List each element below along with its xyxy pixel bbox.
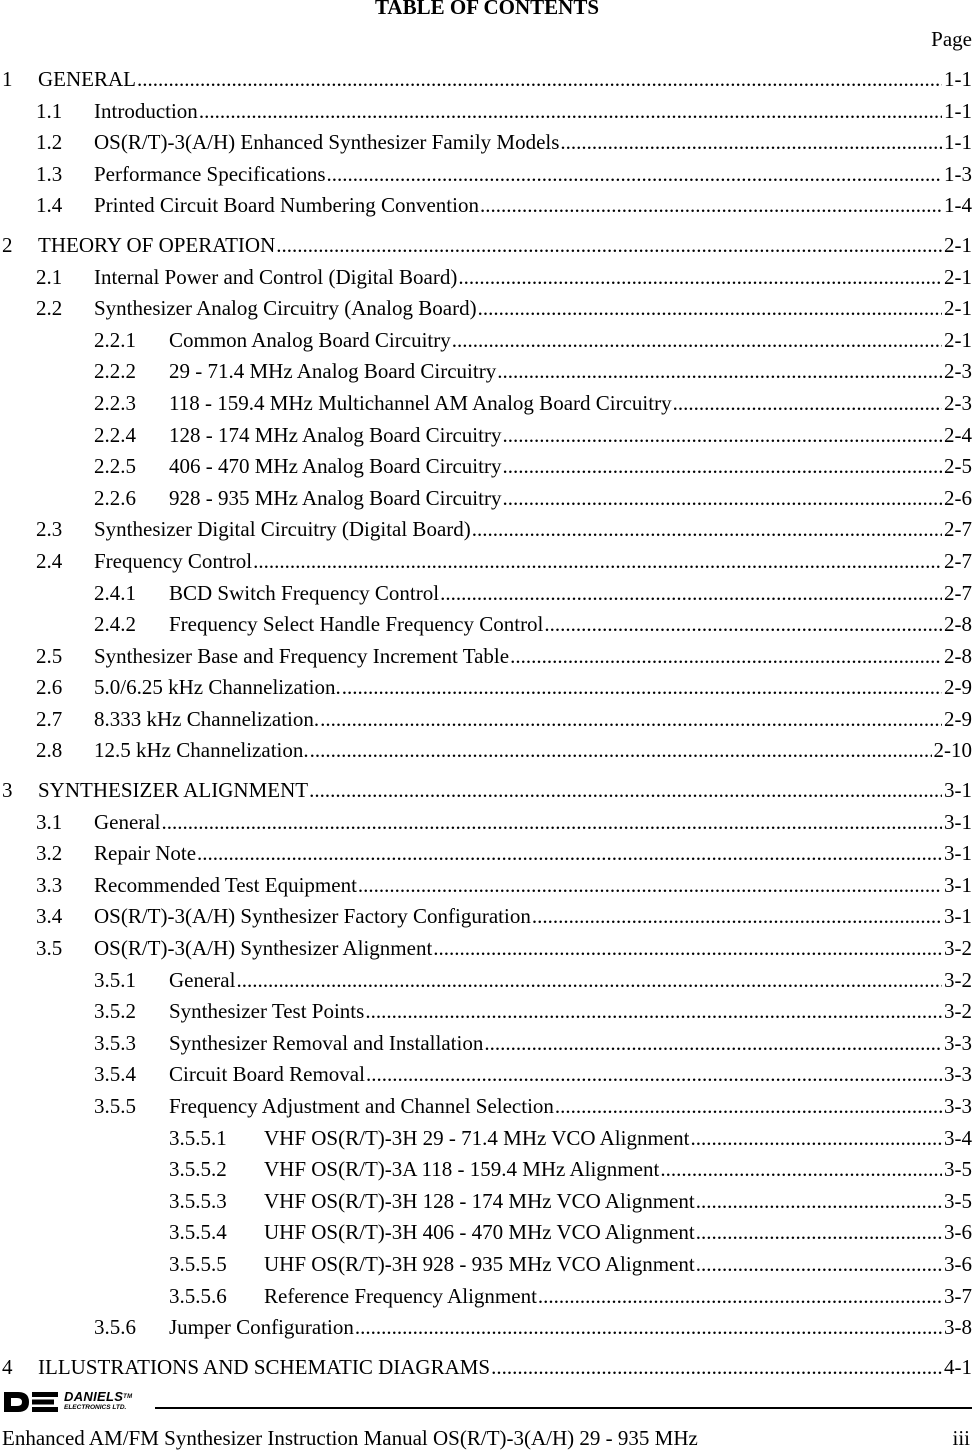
toc-entry-title: Introduction <box>94 98 198 123</box>
toc-dot-leader <box>342 672 942 704</box>
footer-manual-title: Enhanced AM/FM Synthesizer Instruction Manual OS(R/T)-3(A/H) 29 - 935 MHz <box>2 1426 698 1450</box>
toc-entry-page: 3-2 <box>944 967 972 992</box>
toc-entry[interactable] <box>0 933 974 965</box>
toc-entry-title: GENERAL <box>38 67 136 91</box>
toc-dot-leader <box>472 514 942 546</box>
toc-entry-page: 1-4 <box>944 193 972 218</box>
toc-entry-body <box>94 546 972 578</box>
toc-entry-number: 3.1 <box>36 809 63 834</box>
toc-entry-page: 2-9 <box>944 706 972 731</box>
toc-entry-body <box>94 901 972 933</box>
toc-entry-page: 2-3 <box>944 390 972 415</box>
toc-entry-title: ILLUSTRATIONS AND SCHEMATIC DIAGRAMS <box>38 1354 491 1379</box>
toc-entry[interactable] <box>0 190 974 222</box>
toc-entry-title: 12.5 kHz Channelization. <box>94 738 309 763</box>
toc-entry[interactable] <box>0 1249 974 1281</box>
toc-entry-body <box>38 1352 972 1384</box>
toc-entry-number: 1.4 <box>36 193 63 218</box>
toc-entry-title: SYNTHESIZER ALIGNMENT <box>38 778 309 803</box>
toc-entry[interactable] <box>0 672 974 704</box>
toc-dot-leader <box>480 190 942 222</box>
toc-entry-number: 3.5.5.5 <box>169 1251 227 1276</box>
toc-entry[interactable] <box>0 775 974 807</box>
daniels-logo-mark-icon <box>2 1389 60 1415</box>
toc-dot-leader <box>276 230 942 262</box>
toc-dot-leader <box>320 704 942 736</box>
toc-entry-number: 3.5.1 <box>94 967 136 992</box>
toc-entry-title: Reference Frequency Alignment <box>264 1283 537 1308</box>
page-title: TABLE OF CONTENTS <box>374 0 600 19</box>
toc-dot-leader <box>358 870 942 902</box>
toc-dot-leader <box>497 356 942 388</box>
toc-entry-body <box>169 1091 972 1123</box>
toc-entry[interactable] <box>0 1312 974 1344</box>
toc-entry-number: 3.5.5.4 <box>169 1220 227 1245</box>
toc-entry-number: 3.5.6 <box>94 1315 136 1340</box>
toc-entry-title: Jumper Configuration <box>169 1315 354 1340</box>
toc-entry-page: 2-1 <box>944 327 972 352</box>
toc-entry-number: 3.5.5.2 <box>169 1157 227 1182</box>
toc-entry-page: 1-1 <box>944 130 972 155</box>
toc-dot-leader <box>690 1123 942 1155</box>
toc-dot-leader <box>673 388 942 420</box>
toc-entry-body <box>264 1217 972 1249</box>
toc-entry-number: 2.2.4 <box>94 422 136 447</box>
footer-divider <box>155 1407 972 1409</box>
toc-entry-number: 3.5.3 <box>94 1030 136 1055</box>
toc-entry-body <box>169 420 972 452</box>
toc-entry-page: 1-1 <box>944 67 972 91</box>
toc-dot-leader <box>696 1186 942 1218</box>
toc-dot-leader <box>366 1059 942 1091</box>
toc-entry[interactable] <box>0 325 974 357</box>
toc-entry-number: 2.5 <box>36 643 63 668</box>
toc-entry-page: 2-7 <box>944 517 972 542</box>
toc-entry-number: 3.4 <box>36 904 63 929</box>
toc-entry-number: 1 <box>2 67 13 91</box>
toc-entry-body <box>94 514 972 546</box>
toc-entry-number: 3.5.4 <box>94 1062 136 1087</box>
toc-entry-body <box>169 1059 972 1091</box>
toc-dot-leader <box>502 420 942 452</box>
toc-entry[interactable] <box>0 1091 974 1123</box>
toc-entry-page: 3-5 <box>944 1188 972 1213</box>
toc-entry[interactable] <box>0 388 974 420</box>
toc-dot-leader <box>696 1249 942 1281</box>
toc-entry[interactable] <box>0 1059 974 1091</box>
toc-entry[interactable] <box>0 735 974 767</box>
toc-entry-page: 2-1 <box>944 296 972 321</box>
toc-entry-page: 3-1 <box>944 778 972 803</box>
toc-entry-body <box>169 1028 972 1060</box>
toc-entry[interactable] <box>0 870 974 902</box>
toc-entry-page: 1-3 <box>944 161 972 186</box>
toc-entry-body <box>169 1312 972 1344</box>
toc-entry[interactable] <box>0 64 974 96</box>
toc-entry-page: 2-8 <box>944 612 972 637</box>
toc-entry-title: Circuit Board Removal <box>169 1062 365 1087</box>
toc-entry-body <box>94 96 972 128</box>
toc-dot-leader <box>236 965 942 997</box>
toc-entry-page: 2-1 <box>944 232 972 257</box>
toc-entry-page: 2-7 <box>944 580 972 605</box>
toc-entry-title: Repair Note <box>94 841 197 866</box>
toc-entry-body <box>94 262 972 294</box>
toc-dot-leader <box>660 1154 942 1186</box>
toc-entry[interactable] <box>0 546 974 578</box>
toc-entry-page: 3-3 <box>944 1062 972 1087</box>
daniels-logo <box>2 1389 152 1419</box>
toc-dot-leader <box>502 483 942 515</box>
toc-entry[interactable] <box>0 127 974 159</box>
toc-entry[interactable] <box>0 578 974 610</box>
toc-dot-leader <box>478 293 942 325</box>
toc-entry-title: OS(R/T)-3(A/H) Enhanced Synthesizer Family Models <box>94 130 560 155</box>
toc-entry[interactable] <box>0 901 974 933</box>
toc-entry-body <box>264 1186 972 1218</box>
toc-dot-leader <box>532 901 942 933</box>
logo-brand-name: DANIELS™ <box>64 1389 133 1404</box>
toc-entry-title: VHF OS(R/T)-3A 118 - 159.4 MHz Alignment <box>264 1157 660 1182</box>
toc-entry-number: 3.3 <box>36 872 63 897</box>
toc-dot-leader <box>555 1091 942 1123</box>
toc-entry-title: 5.0/6.25 kHz Channelization. <box>94 675 341 700</box>
toc-entry-number: 3.5.5 <box>94 1094 136 1118</box>
toc-entry-page: 2-1 <box>944 264 972 289</box>
toc-entry-page: 2-5 <box>944 454 972 479</box>
toc-entry-number: 1.2 <box>36 130 63 155</box>
toc-entry[interactable] <box>0 1154 974 1186</box>
toc-entry-body <box>169 609 972 641</box>
toc-entry-body <box>38 230 972 262</box>
toc-entry[interactable] <box>0 96 974 128</box>
toc-dot-leader <box>161 807 942 839</box>
toc-entry[interactable] <box>0 230 974 262</box>
toc-entry[interactable] <box>0 262 974 294</box>
toc-entry-title: Recommended Test Equipment <box>94 872 357 897</box>
toc-entry-title: VHF OS(R/T)-3H 128 - 174 MHz VCO Alignment <box>264 1188 695 1213</box>
logo-trademark: TM <box>123 1394 133 1400</box>
toc-entry-body <box>264 1249 972 1281</box>
toc-entry-number: 2.2 <box>36 296 63 321</box>
toc-dot-leader <box>327 159 943 191</box>
toc-entry-title: Printed Circuit Board Numbering Convention <box>94 193 479 218</box>
toc-entry-title: UHF OS(R/T)-3H 928 - 935 MHz VCO Alignment <box>264 1251 695 1276</box>
toc-entry[interactable] <box>0 1186 974 1218</box>
toc-entry-page: 3-2 <box>944 999 972 1024</box>
toc-entry[interactable] <box>0 293 974 325</box>
toc-entry-body <box>94 807 972 839</box>
toc-entry-body <box>94 641 972 673</box>
toc-entry-body <box>264 1281 972 1313</box>
toc-dot-leader <box>560 127 942 159</box>
toc-entry-body <box>169 325 972 357</box>
toc-entry-title: Performance Specifications <box>94 161 326 186</box>
toc-entry-page: 2-6 <box>944 485 972 510</box>
toc-dot-leader <box>484 1028 942 1060</box>
toc-dot-leader <box>538 1281 942 1313</box>
toc-entry[interactable] <box>0 1217 974 1249</box>
toc-entry-title: 29 - 71.4 MHz Analog Board Circuitry <box>169 359 497 384</box>
toc-entry-number: 2.6 <box>36 675 63 700</box>
toc-entry[interactable] <box>0 159 974 191</box>
toc-entry-title: UHF OS(R/T)-3H 406 - 470 MHz VCO Alignment <box>264 1220 695 1245</box>
toc-entry-number: 2.2.6 <box>94 485 136 510</box>
toc-entry-page: 3-5 <box>944 1157 972 1182</box>
toc-entry-page: 3-6 <box>944 1220 972 1245</box>
toc-entry-number: 2.1 <box>36 264 63 289</box>
toc-entry-page: 3-7 <box>944 1283 972 1308</box>
toc-entry-number: 2.4.2 <box>94 612 136 637</box>
toc-entry[interactable] <box>0 641 974 673</box>
toc-dot-leader <box>365 996 942 1028</box>
toc-entry-page: 2-10 <box>933 738 972 763</box>
toc-entry-title: Internal Power and Control (Digital Board) <box>94 264 458 289</box>
toc-entry-body <box>94 672 972 704</box>
toc-entry[interactable] <box>0 420 974 452</box>
toc-entry-page: 3-3 <box>944 1030 972 1055</box>
toc-entry-title: Synthesizer Base and Frequency Increment Table <box>94 643 510 668</box>
toc-entry-number: 3.5 <box>36 936 63 961</box>
toc-entry-number: 2.7 <box>36 706 63 731</box>
toc-dot-leader <box>137 64 942 96</box>
toc-entry[interactable] <box>0 807 974 839</box>
toc-entry-page: 3-1 <box>944 872 972 897</box>
toc-entry-number: 3.2 <box>36 841 63 866</box>
toc-list <box>0 64 974 1383</box>
toc-entry-number: 2.2.5 <box>94 454 136 479</box>
toc-entry-number: 2.2.3 <box>94 390 136 415</box>
toc-entry-title: Synthesizer Digital Circuitry (Digital Board) <box>94 517 471 542</box>
toc-entry[interactable] <box>0 704 974 736</box>
toc-dot-leader <box>199 96 942 128</box>
toc-entry-title: General <box>94 809 161 834</box>
toc-dot-leader <box>510 641 942 673</box>
toc-entry-number: 3.5.5.6 <box>169 1283 227 1308</box>
toc-entry[interactable] <box>0 1028 974 1060</box>
toc-entry-title: OS(R/T)-3(A/H) Synthesizer Alignment <box>94 936 433 961</box>
toc-entry-body <box>94 870 972 902</box>
toc-entry-body <box>38 775 972 807</box>
toc-entry-title: OS(R/T)-3(A/H) Synthesizer Factory Configuration <box>94 904 531 929</box>
toc-entry-title: Synthesizer Analog Circuitry (Analog Board) <box>94 296 477 321</box>
toc-entry-number: 2 <box>2 232 13 257</box>
toc-entry-body <box>94 704 972 736</box>
toc-entry-body <box>94 933 972 965</box>
toc-entry-page: 2-4 <box>944 422 972 447</box>
toc-entry-title: 118 - 159.4 MHz Multichannel AM Analog Board Circuitry <box>169 390 672 415</box>
toc-entry-title: THEORY OF OPERATION <box>38 232 276 257</box>
toc-entry-page: 3-3 <box>944 1094 972 1118</box>
toc-entry-number: 1.3 <box>36 161 63 186</box>
toc-entry[interactable] <box>0 1281 974 1313</box>
toc-entry-body <box>94 127 972 159</box>
toc-entry-number: 3.5.5.1 <box>169 1125 227 1150</box>
toc-entry-number: 2.4 <box>36 548 63 573</box>
toc-dot-leader <box>491 1352 942 1384</box>
toc-entry-page: 1-1 <box>944 98 972 123</box>
toc-entry[interactable] <box>0 838 974 870</box>
toc-entry-page: 3-4 <box>944 1125 972 1150</box>
toc-entry-title: 8.333 kHz Channelization. <box>94 706 320 731</box>
toc-entry[interactable] <box>0 609 974 641</box>
toc-entry-number: 2.2.2 <box>94 359 136 384</box>
toc-dot-leader <box>452 325 942 357</box>
toc-entry-title: 406 - 470 MHz Analog Board Circuitry <box>169 454 502 479</box>
toc-entry-title: BCD Switch Frequency Control <box>169 580 440 605</box>
toc-entry-number: 2.2.1 <box>94 327 136 352</box>
toc-entry-body <box>94 159 972 191</box>
toc-entry-page: 2-7 <box>944 548 972 573</box>
toc-entry-number: 3.5.2 <box>94 999 136 1024</box>
page-column-label: Page <box>931 27 972 51</box>
logo-brand-subtitle: ELECTRONICS LTD. <box>64 1404 127 1411</box>
toc-entry-body <box>169 996 972 1028</box>
toc-dot-leader <box>197 838 942 870</box>
toc-entry-title: Synthesizer Test Points <box>169 999 365 1024</box>
toc-entry[interactable] <box>0 965 974 997</box>
toc-entry-number: 2.3 <box>36 517 63 542</box>
toc-entry-page: 3-6 <box>944 1251 972 1276</box>
toc-dot-leader <box>355 1312 942 1344</box>
toc-dot-leader <box>310 735 932 767</box>
toc-dot-leader <box>440 578 942 610</box>
toc-entry-title: 128 - 174 MHz Analog Board Circuitry <box>169 422 502 447</box>
toc-entry-page: 3-1 <box>944 904 972 929</box>
toc-entry-title: Frequency Adjustment and Channel Selection <box>169 1094 554 1118</box>
toc-entry-title: Common Analog Board Circuitry <box>169 327 451 352</box>
toc-entry-body <box>94 190 972 222</box>
toc-entry-title: Synthesizer Removal and Installation <box>169 1030 484 1055</box>
toc-entry-body <box>94 293 972 325</box>
toc-dot-leader <box>253 546 942 578</box>
toc-entry-title: Frequency Select Handle Frequency Control <box>169 612 544 637</box>
toc-entry-number: 1.1 <box>36 98 63 123</box>
toc-entry[interactable] <box>0 1123 974 1155</box>
toc-entry-number: 3.5.5.3 <box>169 1188 227 1213</box>
toc-entry[interactable] <box>0 356 974 388</box>
toc-entry-page: 3-2 <box>944 936 972 961</box>
toc-dot-leader <box>458 262 942 294</box>
toc-entry-body <box>94 838 972 870</box>
toc-entry-page: 2-8 <box>944 643 972 668</box>
toc-entry-number: 2.4.1 <box>94 580 136 605</box>
toc-entry-page: 2-9 <box>944 675 972 700</box>
toc-entry-page: 3-1 <box>944 841 972 866</box>
toc-entry-title: Frequency Control <box>94 548 253 573</box>
toc-entry-page: 2-3 <box>944 359 972 384</box>
toc-entry-page: 3-1 <box>944 809 972 834</box>
toc-entry-number: 4 <box>2 1354 13 1379</box>
toc-entry-body <box>169 356 972 388</box>
toc-entry-title: VHF OS(R/T)-3H 29 - 71.4 MHz VCO Alignment <box>264 1125 690 1150</box>
toc-entry-body <box>169 578 972 610</box>
toc-dot-leader <box>502 451 942 483</box>
toc-entry[interactable] <box>0 514 974 546</box>
toc-entry[interactable] <box>0 451 974 483</box>
toc-entry-body <box>169 483 972 515</box>
toc-entry-number: 2.8 <box>36 738 63 763</box>
toc-entry-body <box>264 1154 972 1186</box>
toc-entry-page: 4-1 <box>944 1354 972 1379</box>
toc-entry-body <box>169 388 972 420</box>
toc-dot-leader <box>309 775 942 807</box>
toc-entry-body <box>169 965 972 997</box>
toc-dot-leader <box>433 933 942 965</box>
toc-entry-number: 3 <box>2 778 13 803</box>
toc-entry-title: General <box>169 967 236 992</box>
toc-entry[interactable] <box>0 996 974 1028</box>
toc-entry[interactable] <box>0 1352 974 1384</box>
toc-entry-body <box>38 64 972 96</box>
toc-entry-body <box>169 451 972 483</box>
toc-entry-body <box>94 735 972 767</box>
toc-entry[interactable] <box>0 483 974 515</box>
toc-entry-title: 928 - 935 MHz Analog Board Circuitry <box>169 485 502 510</box>
footer-page-number: iii <box>952 1426 970 1450</box>
toc-entry-body <box>264 1123 972 1155</box>
toc-dot-leader <box>696 1217 942 1249</box>
toc-dot-leader <box>544 609 942 641</box>
toc-entry-page: 3-8 <box>944 1315 972 1340</box>
